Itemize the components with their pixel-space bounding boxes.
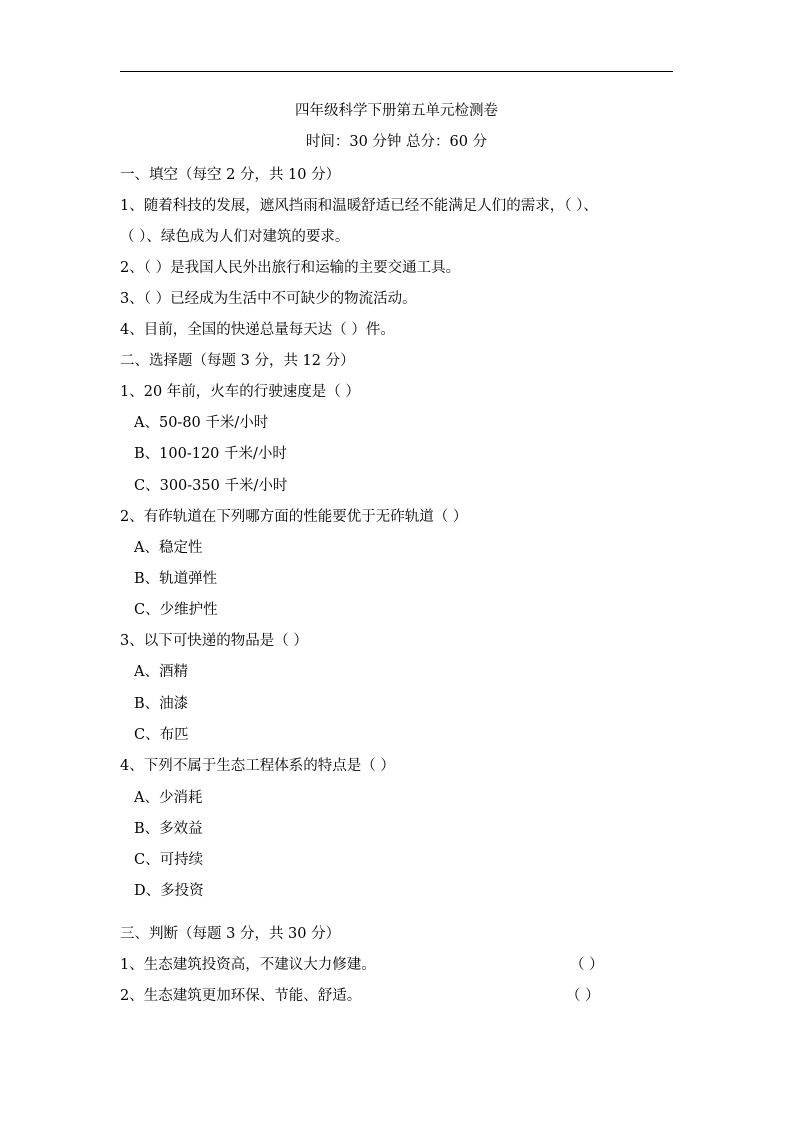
choice-question-2-option-c: C、少维护性 <box>134 602 218 618</box>
choice-question-4-option-d: D、多投资 <box>134 883 204 899</box>
judge-question-1: 1、生态建筑投资高，不建议大力修建。 <box>120 957 376 973</box>
section-heading-judge: 三、判断（每题 3 分，共 30 分） <box>120 926 341 942</box>
fill-question-1-line-2: （ ）、绿色成为人们对建筑的要求。 <box>120 229 350 245</box>
choice-question-4: 4、下列不属于生态工程体系的特点是（ ） <box>120 758 395 774</box>
choice-question-4-option-b: B、多效益 <box>134 821 203 837</box>
choice-question-1-option-c: C、300-350 千米/小时 <box>134 478 288 494</box>
page-title: 四年级科学下册第五单元检测卷 <box>295 103 498 119</box>
choice-question-3: 3、以下可快递的物品是（ ） <box>120 633 308 649</box>
choice-question-3-option-b: B、油漆 <box>134 696 189 712</box>
header-rule <box>120 71 673 72</box>
section-heading-choice: 二、选择题（每题 3 分，共 12 分） <box>120 353 355 369</box>
fill-question-1-line-1: 1、随着科技的发展，遮风挡雨和温暖舒适已经不能满足人们的需求，（ ）、 <box>120 198 598 214</box>
fill-question-2: 2、（ ）是我国人民外出旅行和运输的主要交通工具。 <box>120 260 461 276</box>
choice-question-2-option-b: B、轨道弹性 <box>134 571 218 587</box>
choice-question-1-option-a: A、50-80 千米/小时 <box>134 415 269 431</box>
choice-question-4-option-a: A、少消耗 <box>134 790 203 806</box>
choice-question-2: 2、有砟轨道在下列哪方面的性能要优于无砟轨道（ ） <box>120 509 468 525</box>
section-heading-fill-in: 一、填空（每空 2 分，共 10 分） <box>120 167 341 183</box>
fill-question-4: 4、目前，全国的快递总量每天达（ ）件。 <box>120 322 395 338</box>
choice-question-1-option-b: B、100-120 千米/小时 <box>134 446 287 462</box>
choice-question-1: 1、20 年前，火车的行驶速度是（ ） <box>120 384 360 400</box>
choice-question-3-option-a: A、酒精 <box>134 664 188 680</box>
judge-question-1-blank: （ ） <box>570 957 604 973</box>
fill-question-3: 3、（ ）已经成为生活中不可缺少的物流活动。 <box>120 291 417 307</box>
choice-question-3-option-c: C、布匹 <box>134 727 189 743</box>
page-subtitle: 时间：30 分钟 总分：60 分 <box>305 134 488 150</box>
judge-question-2: 2、生态建筑更加环保、节能、舒适。 <box>120 988 362 1004</box>
choice-question-4-option-c: C、可持续 <box>134 852 204 868</box>
choice-question-2-option-a: A、稳定性 <box>134 540 203 556</box>
judge-question-2-blank: （ ） <box>566 988 600 1004</box>
